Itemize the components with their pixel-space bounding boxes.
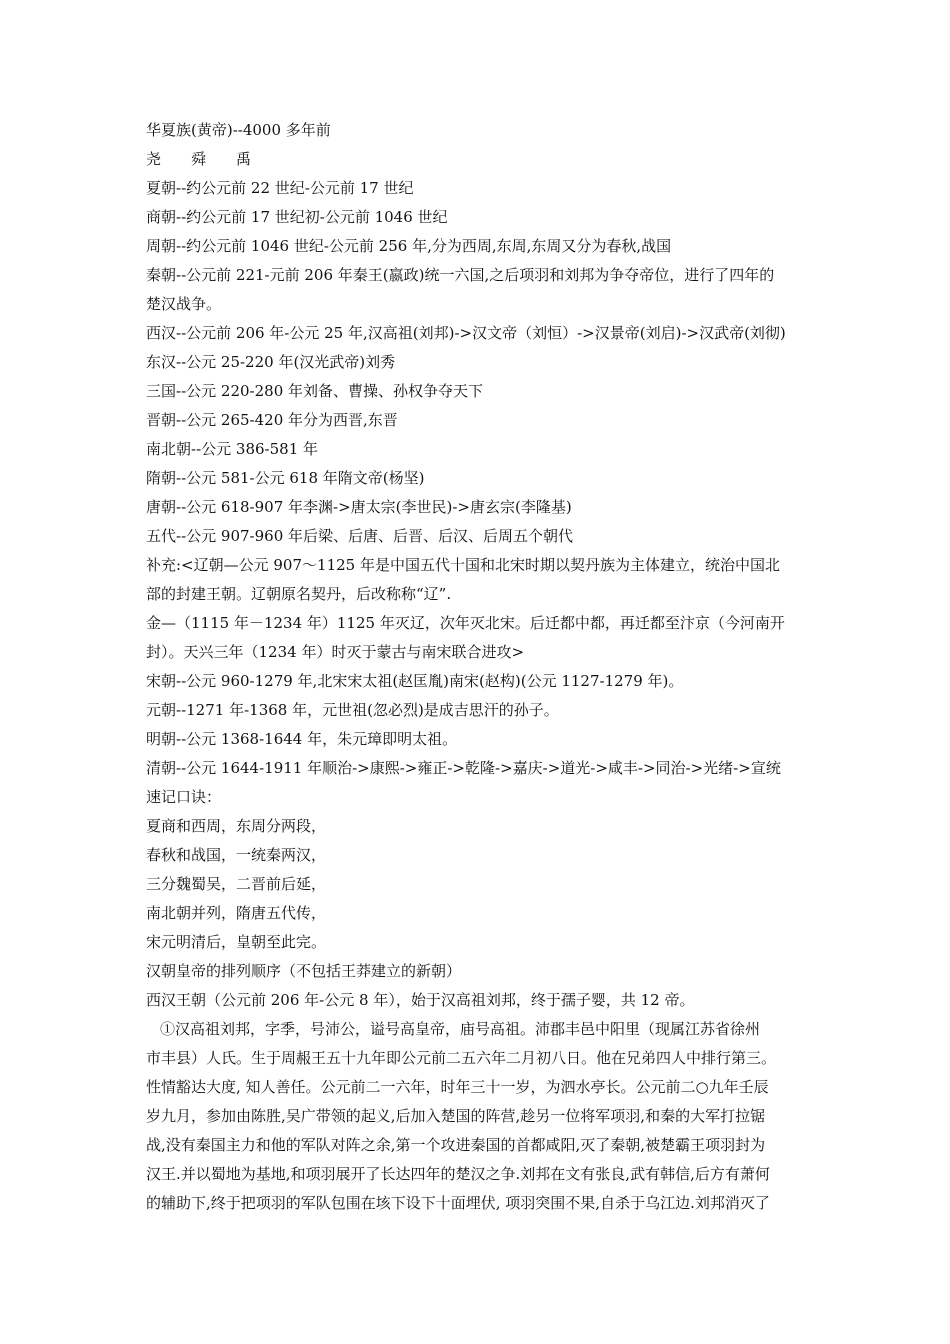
text-line: 夏朝--约公元前 22 世纪-公元前 17 世纪 — [146, 179, 414, 197]
text-line: 华夏族(黄帝)--4000 多年前 — [146, 121, 331, 139]
text-line: 隋朝--公元 581-公元 618 年隋文帝(杨坚) — [146, 469, 425, 487]
text-line: 宋元明清后，皇朝至此完。 — [146, 933, 327, 951]
text-line: 西汉--公元前 206 年-公元 25 年,汉高祖(刘邦)->汉文帝（刘恒）->汉景帝(刘启)->汉武帝(刘彻) — [146, 324, 786, 342]
text-line: 春秋和战国，一统秦两汉， — [146, 846, 327, 864]
text-line: 市丰县）人氏。生于周赧王五十九年即公元前二五六年二月初八日。他在兄弟四人中排行第三。 — [146, 1049, 777, 1067]
text-line: 清朝--公元 1644-1911 年顺治->康熙->雍正->乾隆->嘉庆->道光->咸丰->同治->光绪->宣统 — [146, 759, 781, 777]
text-line: 南北朝--公元 386-581 年 — [146, 440, 319, 458]
text-line: ①汉高祖刘邦，字季，号沛公，谥号高皇帝，庙号高祖。沛郡丰邑中阳里（现属江苏省徐州 — [160, 1020, 761, 1038]
document-body — [146, 116, 811, 1218]
text-line: 南北朝并列，隋唐五代传， — [146, 904, 327, 922]
text-line: 汉朝皇帝的排列顺序（不包括王莽建立的新朝） — [146, 962, 462, 980]
text-line: 的辅助下,终于把项羽的军队包围在垓下设下十面埋伏, 项羽突围不果,自杀于乌江边.刘邦消灭了 — [146, 1194, 770, 1212]
text-line: 宋朝--公元 960-1279 年,北宋宋太祖(赵匡胤)南宋(赵构)(公元 1127-1279 年)。 — [146, 672, 684, 690]
text-line: 明朝--公元 1368-1644 年，朱元璋即明太祖。 — [146, 730, 458, 748]
text-line: 元朝--1271 年-1368 年，元世祖(忽必烈)是成吉思汗的孙子。 — [146, 701, 559, 719]
text-line: 五代--公元 907-960 年后梁、后唐、后晋、后汉、后周五个朝代 — [146, 527, 574, 545]
text-line: 速记口诀： — [146, 788, 222, 806]
text-line: 封）。天兴三年（1234 年）时灭于蒙古与南宋联合进攻> — [146, 643, 525, 661]
text-line: 商朝--约公元前 17 世纪初-公元前 1046 世纪 — [146, 208, 448, 226]
text-line: 汉王.并以蜀地为基地,和项羽展开了长达四年的楚汉之争.刘邦在文有张良,武有韩信,后方有萧何 — [146, 1165, 770, 1183]
text-line: 西汉王朝（公元前 206 年-公元 8 年），始于汉高祖刘邦，终于孺子婴，共 12 帝。 — [146, 991, 695, 1009]
text-line: 三分魏蜀吴，二晋前后延， — [146, 875, 327, 893]
text-line: 晋朝--公元 265-420 年分为西晋,东晋 — [146, 411, 398, 429]
text-line: 战,没有秦国主力和他的军队对阵之余,第一个攻进秦国的首都咸阳,灭了秦朝,被楚霸王项羽封为 — [146, 1136, 766, 1154]
text-line: 金—（1115 年－1234 年）1125 年灭辽，次年灭北宋。后迁都中都，再迁都至汴京（今河南开 — [146, 614, 785, 632]
text-line: 周朝--约公元前 1046 世纪-公元前 256 年,分为西周,东周,东周又分为春秋,战国 — [146, 237, 672, 255]
text-line: 夏商和西周，东周分两段， — [146, 817, 327, 835]
text-line: 补充:<辽朝—公元 907～1125 年是中国五代十国和北宋时期以契丹族为主体建立，统治中国北 — [146, 556, 780, 574]
text-line: 尧 舜 禹 — [146, 150, 252, 168]
text-line: 秦朝--公元前 221-元前 206 年秦王(嬴政)统一六国,之后项羽和刘邦为争夺帝位，进行了四年的 — [146, 266, 775, 284]
text-line: 唐朝--公元 618-907 年李渊->唐太宗(李世民)->唐玄宗(李隆基) — [146, 498, 572, 516]
text-line: 岁九月，参加由陈胜,吴广带领的起义,后加入楚国的阵营,趁另一位将军项羽,和秦的大军打拉锯 — [146, 1107, 766, 1125]
text-line: 楚汉战争。 — [146, 295, 222, 313]
text-line: 东汉--公元 25-220 年(汉光武帝)刘秀 — [146, 353, 396, 371]
text-line: 部的封建王朝。辽朝原名契丹，后改称称“辽”. — [146, 585, 452, 603]
text-line: 性情豁达大度, 知人善任。公元前二一六年，时年三十一岁，为泗水亭长。公元前二○九年壬辰 — [146, 1078, 769, 1096]
text-line: 三国--公元 220-280 年刘备、曹操、孙权争夺天下 — [146, 382, 484, 400]
